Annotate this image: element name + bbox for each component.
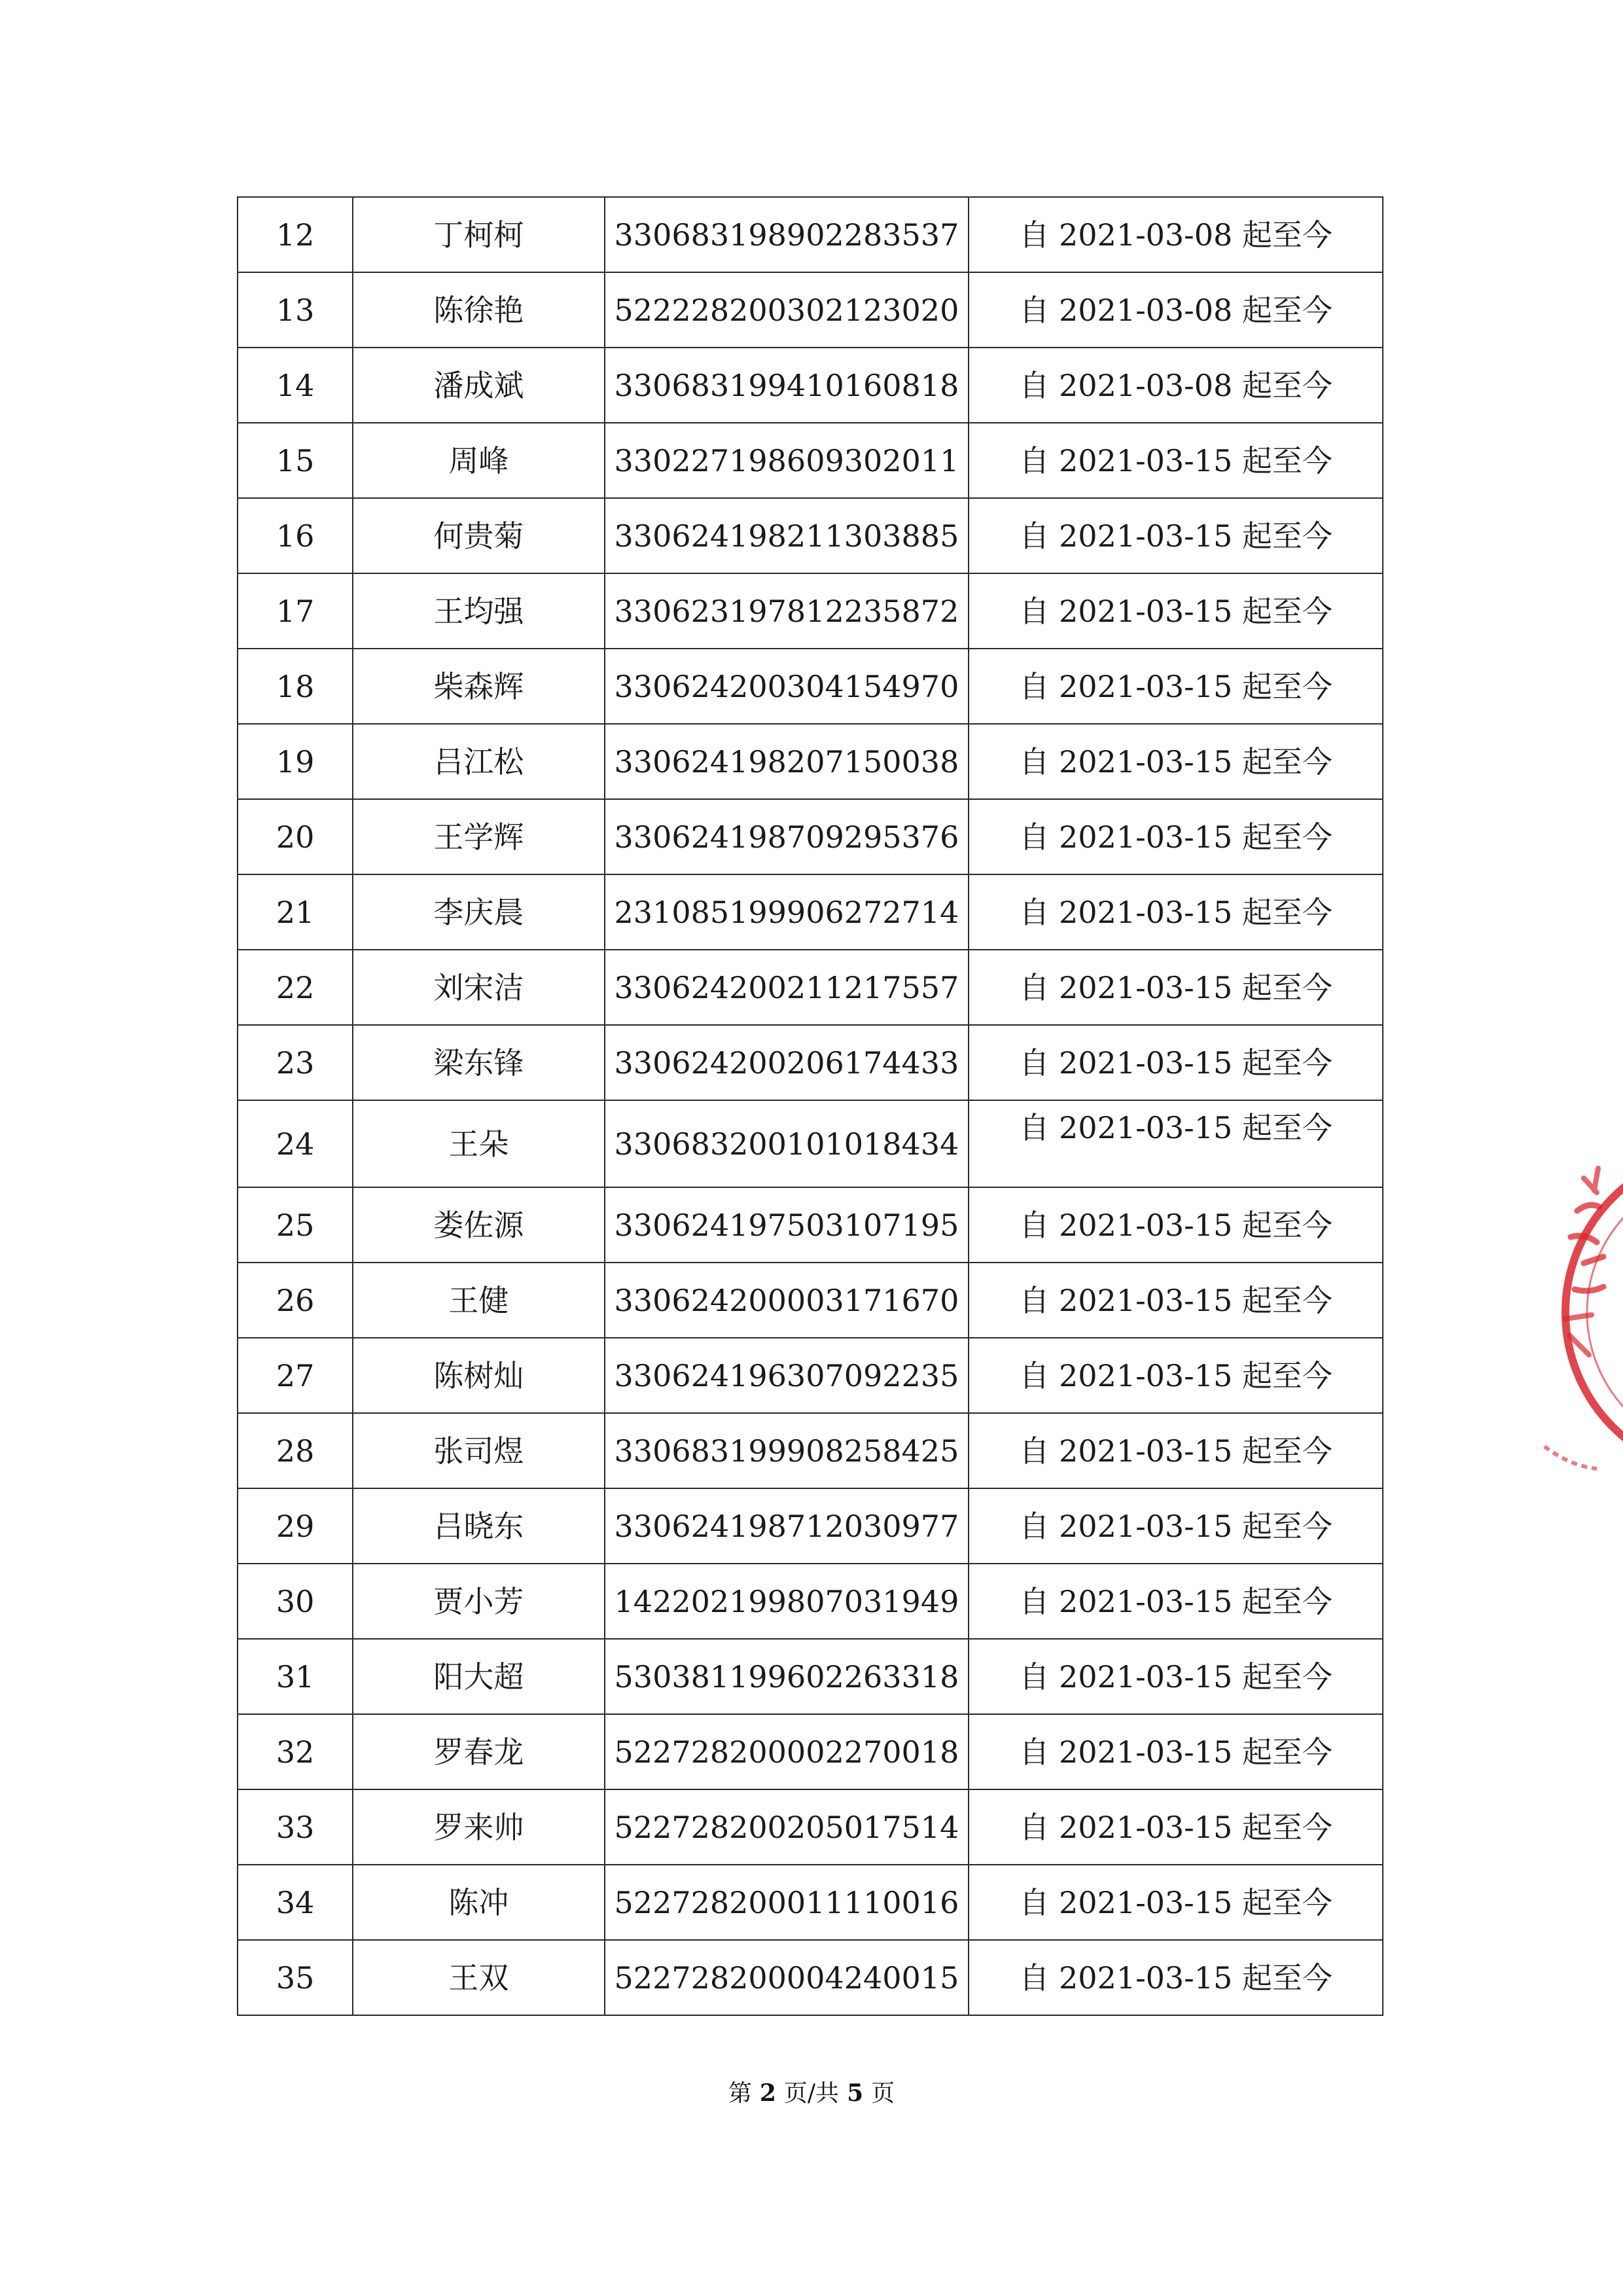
employment-period: 自 2021-03-08 起至今 xyxy=(969,348,1383,423)
person-name: 丁柯柯 xyxy=(353,197,604,272)
employment-period: 自 2021-03-15 起至今 xyxy=(969,950,1383,1025)
table-row xyxy=(238,1413,1383,1488)
id-number: 330683198902283537 xyxy=(605,197,969,272)
row-number: 35 xyxy=(238,1940,353,2015)
id-number: 231085199906272714 xyxy=(605,874,969,950)
row-number: 17 xyxy=(238,573,353,649)
table-row xyxy=(238,1100,1383,1187)
row-number: 21 xyxy=(238,874,353,950)
person-name: 陈树灿 xyxy=(353,1338,604,1413)
person-name: 王学辉 xyxy=(353,799,604,874)
employment-period: 自 2021-03-15 起至今 xyxy=(969,724,1383,799)
table-row xyxy=(238,498,1383,573)
footer-suffix: 页 xyxy=(871,2080,895,2107)
footer-prefix: 第 xyxy=(728,2080,752,2107)
person-name: 王朵 xyxy=(353,1100,604,1187)
table-row xyxy=(238,1639,1383,1714)
table-row xyxy=(238,1564,1383,1639)
table-row xyxy=(238,1865,1383,1940)
employment-period: 自 2021-03-15 起至今 xyxy=(969,1488,1383,1564)
id-number: 330683199908258425 xyxy=(605,1413,969,1488)
employment-period: 自 2021-03-08 起至今 xyxy=(969,272,1383,348)
employment-period: 自 2021-03-08 起至今 xyxy=(969,197,1383,272)
employment-period: 自 2021-03-15 起至今 xyxy=(969,1100,1383,1187)
employment-period: 自 2021-03-15 起至今 xyxy=(969,1789,1383,1865)
person-name: 罗来帅 xyxy=(353,1789,604,1865)
personnel-table xyxy=(237,196,1383,2016)
person-name: 陈冲 xyxy=(353,1865,604,1940)
employment-period: 自 2021-03-15 起至今 xyxy=(969,573,1383,649)
page-footer xyxy=(0,2075,1623,2108)
row-number: 27 xyxy=(238,1338,353,1413)
red-seal-stamp xyxy=(1531,1139,1623,1518)
table-row xyxy=(238,799,1383,874)
table-body xyxy=(238,197,1383,2015)
person-name: 王均强 xyxy=(353,573,604,649)
table-row xyxy=(238,724,1383,799)
table-row xyxy=(238,1338,1383,1413)
footer-middle: 页/共 xyxy=(783,2080,840,2107)
id-number: 522228200302123020 xyxy=(605,272,969,348)
id-number: 522728200011110016 xyxy=(605,1865,969,1940)
employment-period: 自 2021-03-15 起至今 xyxy=(969,649,1383,724)
table-row xyxy=(238,874,1383,950)
row-number: 16 xyxy=(238,498,353,573)
person-name: 吕江松 xyxy=(353,724,604,799)
id-number: 522728200004240015 xyxy=(605,1940,969,2015)
id-number: 522728200205017514 xyxy=(605,1789,969,1865)
employment-period: 自 2021-03-15 起至今 xyxy=(969,1714,1383,1789)
person-name: 周峰 xyxy=(353,423,604,498)
employment-period: 自 2021-03-15 起至今 xyxy=(969,1413,1383,1488)
id-number: 522728200002270018 xyxy=(605,1714,969,1789)
row-number: 33 xyxy=(238,1789,353,1865)
id-number: 330683200101018434 xyxy=(605,1100,969,1187)
person-name: 刘宋洁 xyxy=(353,950,604,1025)
table-row xyxy=(238,272,1383,348)
table-row xyxy=(238,649,1383,724)
id-number: 330624198207150038 xyxy=(605,724,969,799)
row-number: 12 xyxy=(238,197,353,272)
row-number: 20 xyxy=(238,799,353,874)
id-number: 330624200211217557 xyxy=(605,950,969,1025)
row-number: 15 xyxy=(238,423,353,498)
id-number: 142202199807031949 xyxy=(605,1564,969,1639)
person-name: 潘成斌 xyxy=(353,348,604,423)
row-number: 34 xyxy=(238,1865,353,1940)
id-number: 330624200304154970 xyxy=(605,649,969,724)
id-number: 330624198709295376 xyxy=(605,799,969,874)
table-row xyxy=(238,1488,1383,1564)
person-name: 吕晓东 xyxy=(353,1488,604,1564)
employment-period: 自 2021-03-15 起至今 xyxy=(969,423,1383,498)
id-number: 330624196307092235 xyxy=(605,1338,969,1413)
employment-period: 自 2021-03-15 起至今 xyxy=(969,1338,1383,1413)
id-number: 330683199410160818 xyxy=(605,348,969,423)
row-number: 14 xyxy=(238,348,353,423)
id-number: 530381199602263318 xyxy=(605,1639,969,1714)
employment-period: 自 2021-03-15 起至今 xyxy=(969,1187,1383,1263)
table-row xyxy=(238,423,1383,498)
employment-period: 自 2021-03-15 起至今 xyxy=(969,1025,1383,1100)
row-number: 19 xyxy=(238,724,353,799)
id-number: 330624197503107195 xyxy=(605,1187,969,1263)
employment-period: 自 2021-03-15 起至今 xyxy=(969,799,1383,874)
id-number: 330623197812235872 xyxy=(605,573,969,649)
person-name: 王双 xyxy=(353,1940,604,2015)
row-number: 28 xyxy=(238,1413,353,1488)
row-number: 23 xyxy=(238,1025,353,1100)
id-number: 330624198211303885 xyxy=(605,498,969,573)
table-row xyxy=(238,1025,1383,1100)
employment-period: 自 2021-03-15 起至今 xyxy=(969,1639,1383,1714)
id-number: 330624200206174433 xyxy=(605,1025,969,1100)
employment-period: 自 2021-03-15 起至今 xyxy=(969,1564,1383,1639)
row-number: 31 xyxy=(238,1639,353,1714)
row-number: 30 xyxy=(238,1564,353,1639)
table-row xyxy=(238,1187,1383,1263)
table-row xyxy=(238,1789,1383,1865)
current-page-number: 2 xyxy=(759,2079,776,2107)
employment-period: 自 2021-03-15 起至今 xyxy=(969,874,1383,950)
employment-period: 自 2021-03-15 起至今 xyxy=(969,498,1383,573)
id-number: 330624198712030977 xyxy=(605,1488,969,1564)
person-name: 张司煜 xyxy=(353,1413,604,1488)
person-name: 王健 xyxy=(353,1263,604,1338)
seal-stamp-graphic xyxy=(1544,1150,1623,1475)
table-row xyxy=(238,348,1383,423)
person-name: 柴森辉 xyxy=(353,649,604,724)
total-page-number: 5 xyxy=(847,2079,864,2107)
row-number: 32 xyxy=(238,1714,353,1789)
person-name: 李庆晨 xyxy=(353,874,604,950)
row-number: 18 xyxy=(238,649,353,724)
id-number: 330624200003171670 xyxy=(605,1263,969,1338)
table-row xyxy=(238,573,1383,649)
person-name: 梁东锋 xyxy=(353,1025,604,1100)
employment-period: 自 2021-03-15 起至今 xyxy=(969,1263,1383,1338)
row-number: 29 xyxy=(238,1488,353,1564)
row-number: 13 xyxy=(238,272,353,348)
row-number: 25 xyxy=(238,1187,353,1263)
person-name: 陈徐艳 xyxy=(353,272,604,348)
person-name: 阳大超 xyxy=(353,1639,604,1714)
employment-period: 自 2021-03-15 起至今 xyxy=(969,1865,1383,1940)
employment-period: 自 2021-03-15 起至今 xyxy=(969,1940,1383,2015)
table-row xyxy=(238,1940,1383,2015)
table-row xyxy=(238,197,1383,272)
person-name: 何贵菊 xyxy=(353,498,604,573)
table-row xyxy=(238,1714,1383,1789)
table-row xyxy=(238,950,1383,1025)
id-number: 330227198609302011 xyxy=(605,423,969,498)
row-number: 24 xyxy=(238,1100,353,1187)
row-number: 22 xyxy=(238,950,353,1025)
person-name: 贾小芳 xyxy=(353,1564,604,1639)
person-name: 罗春龙 xyxy=(353,1714,604,1789)
table-row xyxy=(238,1263,1383,1338)
person-name: 娄佐源 xyxy=(353,1187,604,1263)
row-number: 26 xyxy=(238,1263,353,1338)
